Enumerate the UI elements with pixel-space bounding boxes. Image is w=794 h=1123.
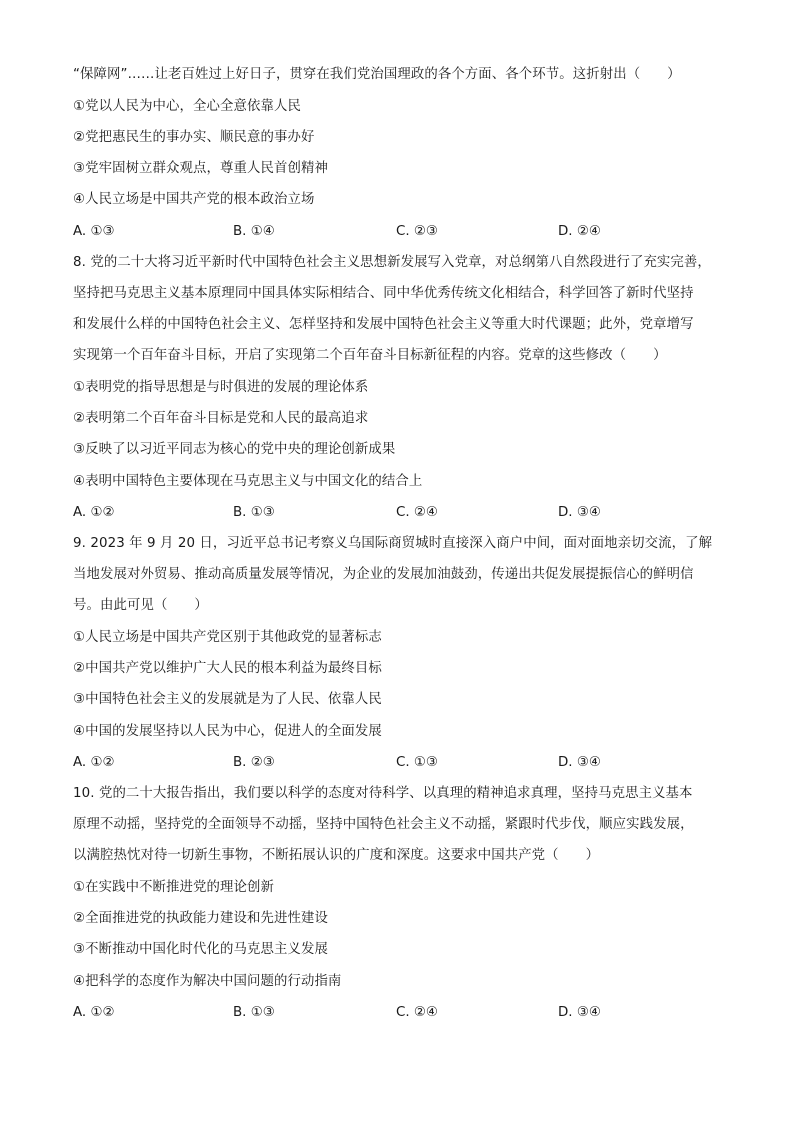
q8-statement-4: ④表明中国特色主要体现在马克思主义与中国文化的结合上 xyxy=(73,474,423,489)
q7-option-d: D. ②④ xyxy=(558,224,601,239)
q9-statement-2: ②中国共产党以维护广大人民的根本利益为最终目标 xyxy=(73,661,382,676)
q7-statement-3: ③党牢固树立群众观点，尊重人民首创精神 xyxy=(73,161,328,176)
q9-statement-3: ③中国特色社会主义的发展就是为了人民、依靠人民 xyxy=(73,692,382,707)
q8-option-a: A. ①② xyxy=(73,505,115,520)
q10-stem-line-2: 原理不动摇，坚持党的全面领导不动摇，坚持中国特色社会主义不动摇，紧跟时代步伐，顺应实践发展， xyxy=(73,817,694,832)
q8-statement-1: ①表明党的指导思想是与时俱进的发展的理论体系 xyxy=(73,380,369,395)
q10-option-d: D. ③④ xyxy=(558,1005,601,1020)
q8-stem-line-1: 8. 党的二十大将习近平新时代中国特色社会主义思想新发展写入党章，对总纲第八自然段进行了充实完善， xyxy=(73,255,711,270)
q9-statement-1: ①人民立场是中国共产党区别于其他政党的显著标志 xyxy=(73,630,382,645)
q10-option-b: B. ①③ xyxy=(233,1005,275,1020)
q7-statement-1: ①党以人民为中心，全心全意依靠人民 xyxy=(73,99,301,114)
q7-option-b: B. ①④ xyxy=(233,224,275,239)
q8-statement-2: ②表明第二个百年奋斗目标是党和人民的最高追求 xyxy=(73,411,369,426)
q8-option-c: C. ②④ xyxy=(396,505,438,520)
q9-option-a: A. ①② xyxy=(73,755,115,770)
q10-statement-1: ①在实践中不断推进党的理论创新 xyxy=(73,880,274,895)
q8-stem-line-3: 和发展什么样的中国特色社会主义、怎样坚持和发展中国特色社会主义等重大时代课题；此外，党章增写 xyxy=(73,317,694,332)
q8-statement-3: ③反映了以习近平同志为核心的党中央的理论创新成果 xyxy=(73,442,396,457)
q8-option-d: D. ③④ xyxy=(558,505,601,520)
q7-statement-4: ④人民立场是中国共产党的根本政治立场 xyxy=(73,192,315,207)
q9-stem-line-3: 号。由此可见（ ） xyxy=(73,598,208,613)
q8-option-b: B. ①③ xyxy=(233,505,275,520)
q8-stem-line-2: 坚持把马克思主义基本原理同中国具体实际相结合、同中华优秀传统文化相结合，科学回答了新时代坚持 xyxy=(73,286,694,301)
q10-statement-2: ②全面推进党的执政能力建设和先进性建设 xyxy=(73,911,328,926)
q9-stem-line-2: 当地发展对外贸易、推动高质量发展等情况，为企业的发展加油鼓劲，传递出共促发展提振信心的鲜明信 xyxy=(73,567,694,582)
q7-option-c: C. ②③ xyxy=(396,224,438,239)
q10-stem-line-1: 10. 党的二十大报告指出，我们要以科学的态度对待科学、以真理的精神追求真理，坚持马克思主义基本 xyxy=(73,786,693,801)
q10-option-a: A. ①② xyxy=(73,1005,115,1020)
q10-statement-4: ④把科学的态度作为解决中国问题的行动指南 xyxy=(73,974,342,989)
q10-statement-3: ③不断推动中国化时代化的马克思主义发展 xyxy=(73,942,328,957)
q9-option-c: C. ①③ xyxy=(396,755,438,770)
q9-option-d: D. ③④ xyxy=(558,755,601,770)
q9-stem-line-1: 9. 2023 年 9 月 20 日，习近平总书记考察义乌国际商贸城时直接深入商户中间，面对面地亲切交流，了解 xyxy=(73,536,713,551)
q9-statement-4: ④中国的发展坚持以人民为中心，促进人的全面发展 xyxy=(73,724,382,739)
q7-stem-tail: “保障网”……让老百姓过上好日子，贯穿在我们党治国理政的各个方面、各个环节。这折射出（ ） xyxy=(73,67,681,82)
q9-option-b: B. ②③ xyxy=(233,755,275,770)
q7-option-a: A. ①③ xyxy=(73,224,115,239)
q10-option-c: C. ②④ xyxy=(396,1005,438,1020)
q10-stem-line-3: 以满腔热忱对待一切新生事物，不断拓展认识的广度和深度。这要求中国共产党（ ） xyxy=(73,848,600,863)
q7-statement-2: ②党把惠民生的事办实、顺民意的事办好 xyxy=(73,130,315,145)
q8-stem-line-4: 实现第一个百年奋斗目标，开启了实现第二个百年奋斗目标新征程的内容。党章的这些修改（ ） xyxy=(73,348,667,363)
